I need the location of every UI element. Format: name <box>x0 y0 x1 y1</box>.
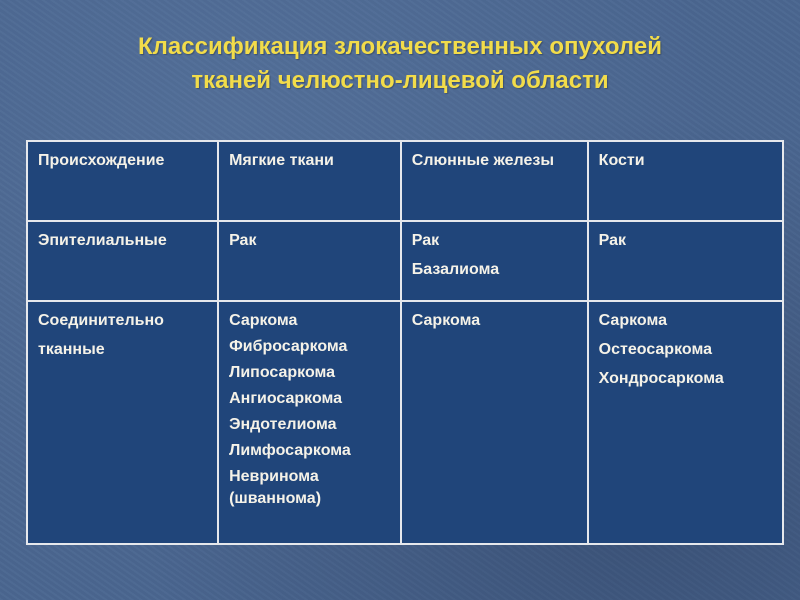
cell-item: Саркома <box>229 312 298 329</box>
table-row-epithelial <box>27 221 783 301</box>
cell-item: Рак <box>411 232 440 249</box>
cell-item: тканные <box>38 341 105 358</box>
cell-item: Саркома <box>598 312 667 329</box>
cell-item: Соединительно <box>38 312 164 329</box>
cell-item: Эндотелиома <box>229 416 337 433</box>
header-soft-tissue: Мягкие ткани <box>218 141 401 221</box>
cell-soft-tissue-epithelial <box>218 221 401 301</box>
cell-salivary-epithelial <box>401 221 588 301</box>
slide-title <box>40 30 760 98</box>
header-origin: Происхождение <box>27 141 218 221</box>
cell-item: Остеосаркома <box>598 341 712 358</box>
cell-soft-tissue-connective <box>218 301 401 544</box>
cell-item: Невринома (шваннома) <box>229 468 322 507</box>
cell-bones-epithelial <box>588 221 783 301</box>
header-bones: Кости <box>588 141 783 221</box>
classification-table <box>26 140 784 545</box>
cell-item: Саркома <box>411 312 481 329</box>
cell-item: Рак <box>229 232 257 249</box>
slide-title-line-1: Классификация злокачественных опухолей <box>138 33 662 60</box>
cell-item: Рак <box>598 232 627 249</box>
cell-origin-connective <box>27 301 218 544</box>
slide-title-line-2: тканей челюстно-лицевой области <box>191 67 609 94</box>
header-salivary-glands: Слюнные железы <box>401 141 588 221</box>
cell-salivary-connective <box>401 301 588 544</box>
cell-item: Хондросаркома <box>598 370 724 387</box>
cell-origin-epithelial: Эпителиальные <box>27 221 218 301</box>
cell-bones-connective <box>588 301 783 544</box>
cell-item: Липосаркома <box>229 364 336 381</box>
cell-item: Лимфосаркома <box>229 442 351 459</box>
table-header-row <box>27 141 783 221</box>
cell-item: Базалиома <box>411 261 500 278</box>
table-row-connective <box>27 301 783 544</box>
cell-item: Ангиосаркома <box>229 390 343 407</box>
cell-item: Фибросаркома <box>229 338 348 355</box>
